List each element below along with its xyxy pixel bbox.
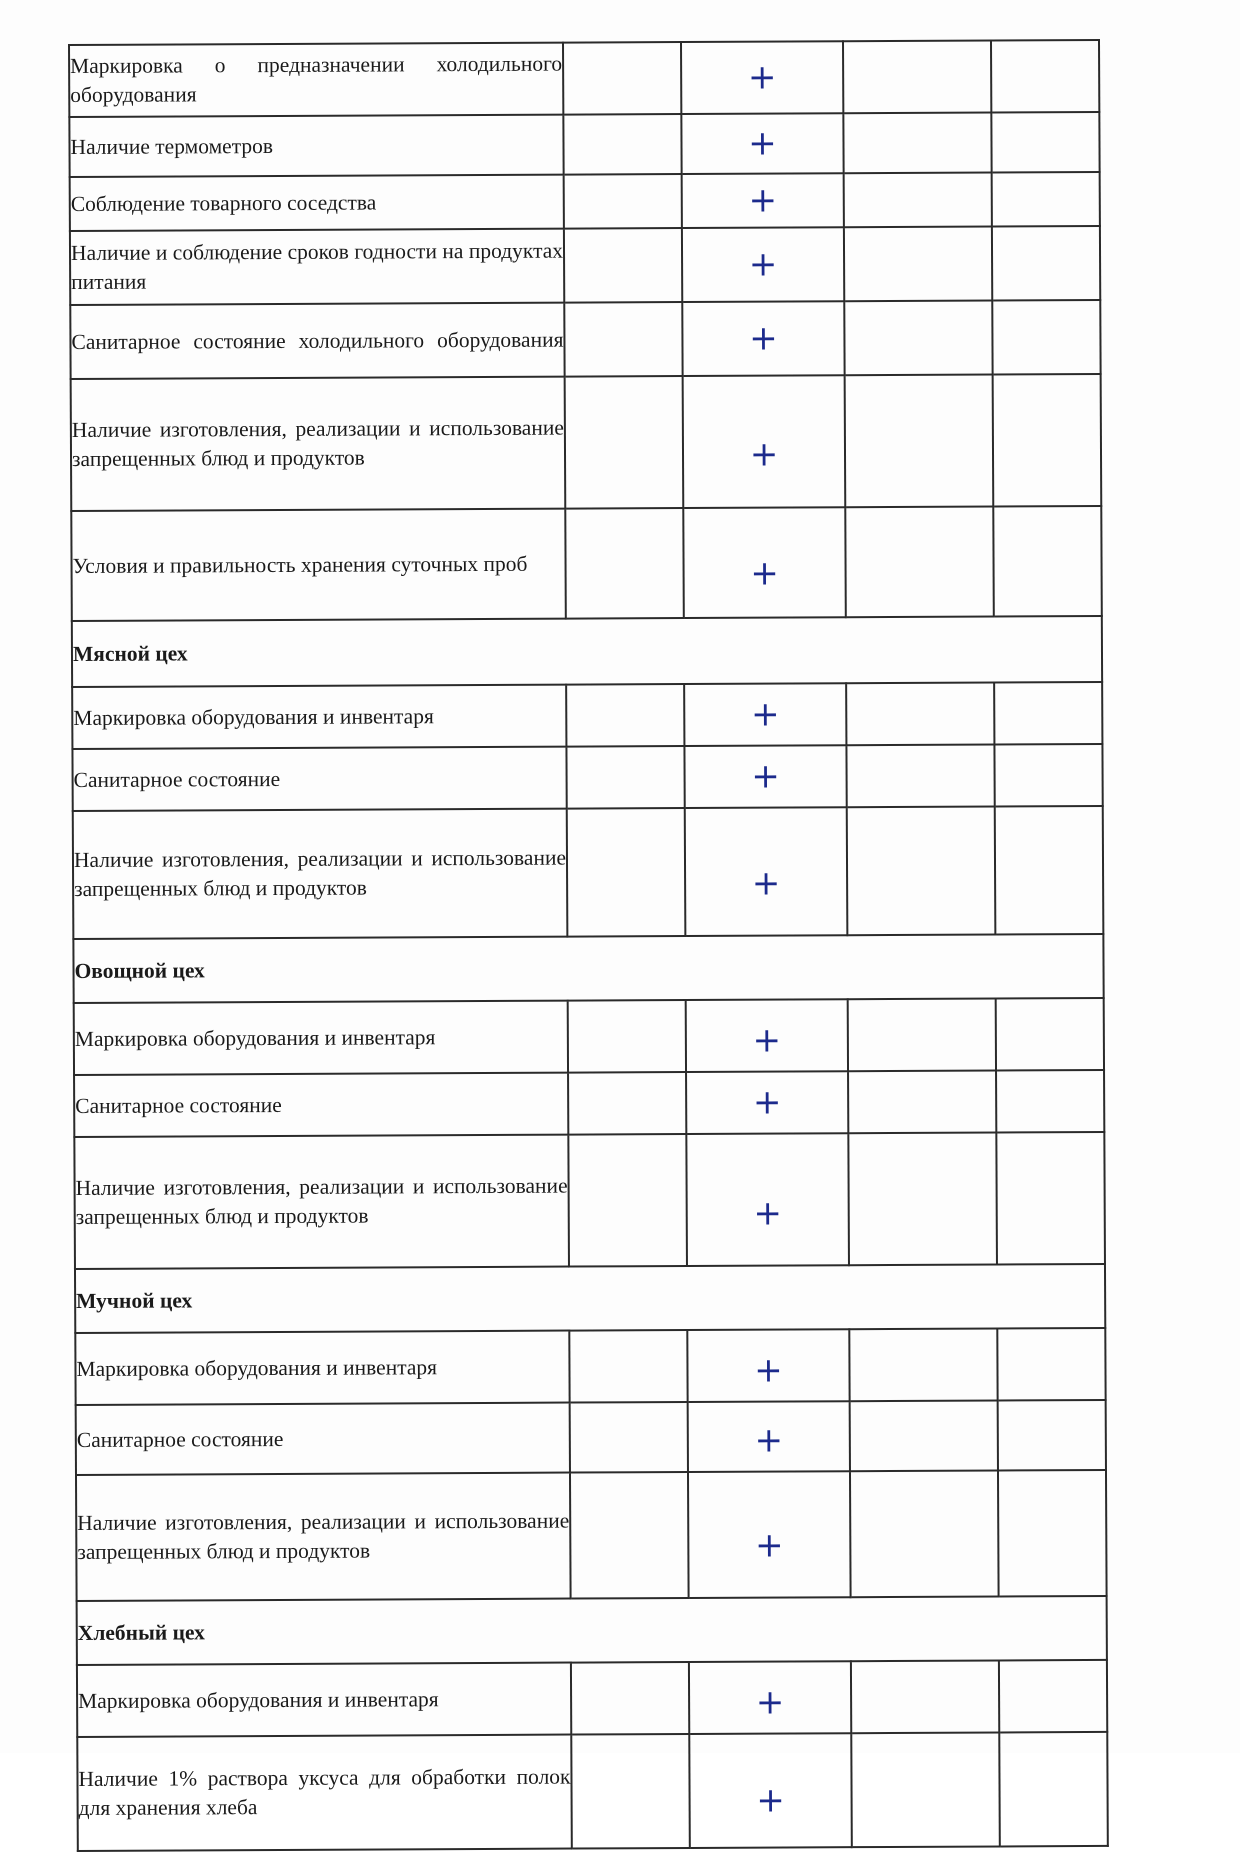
criterion-text: Наличие и соблюдение сроков годности на продуктах питания — [70, 229, 564, 305]
empty-cell — [996, 1132, 1105, 1265]
empty-cell — [566, 746, 684, 809]
empty-cell — [568, 1134, 687, 1267]
criterion-text: Маркировка оборудования и инвентаря — [75, 1331, 569, 1405]
check-cell — [684, 745, 846, 808]
table-row — [71, 374, 1102, 511]
empty-cell — [563, 42, 681, 115]
handwritten-plus-mark: + — [751, 756, 780, 797]
empty-cell — [992, 172, 1100, 227]
table-row — [73, 806, 1104, 939]
empty-cell — [995, 806, 1104, 935]
table-row — [75, 1328, 1105, 1405]
check-cell — [681, 113, 843, 174]
empty-cell — [846, 744, 994, 807]
check-cell — [686, 1133, 849, 1266]
empty-cell — [844, 226, 992, 301]
empty-cell — [569, 1330, 687, 1403]
handwritten-plus-mark: + — [749, 434, 779, 475]
criterion-text: Условия и правильность хранения суточных проб — [71, 509, 566, 621]
empty-cell — [846, 682, 994, 745]
empty-cell — [996, 998, 1104, 1071]
empty-cell — [993, 374, 1102, 507]
handwritten-plus-mark: + — [754, 1350, 783, 1391]
check-cell — [681, 41, 843, 114]
section-heading: Мучной цех — [75, 1264, 1105, 1333]
criterion-text: Маркировка оборудования и инвентаря — [74, 1001, 568, 1075]
empty-cell — [570, 1472, 689, 1599]
handwritten-plus-mark: + — [754, 1420, 784, 1461]
empty-cell — [848, 998, 996, 1071]
empty-cell — [570, 1402, 688, 1473]
check-cell — [685, 807, 848, 936]
table-row — [74, 998, 1104, 1075]
empty-cell — [564, 302, 682, 377]
criterion-text: Наличие изготовления, реализации и использование запрещенных блюд и продуктов — [73, 809, 568, 939]
table-row — [76, 1470, 1107, 1601]
table-row — [70, 172, 1100, 231]
handwritten-plus-mark: + — [750, 553, 779, 594]
section-heading: Мясной цех — [72, 616, 1102, 687]
empty-cell — [999, 1660, 1107, 1733]
section-heading: Хлебный цех — [77, 1596, 1107, 1665]
empty-cell — [848, 1132, 997, 1265]
section-row — [75, 1264, 1105, 1333]
criterion-text: Наличие 1% раствора уксуса для обработки полок для хранения хлеба — [77, 1735, 572, 1851]
section-row — [73, 934, 1103, 1003]
table-row — [71, 506, 1102, 621]
criterion-text: Наличие изготовления, реализации и использование запрещенных блюд и продуктов — [76, 1473, 571, 1601]
criterion-text: Санитарное состояние — [76, 1403, 570, 1475]
empty-cell — [568, 1000, 686, 1073]
empty-cell — [845, 506, 994, 617]
check-cell — [683, 507, 846, 618]
empty-cell — [991, 112, 1099, 173]
handwritten-plus-mark: + — [752, 1082, 782, 1123]
handwritten-plus-mark: + — [755, 1682, 785, 1723]
criterion-text: Санитарное состояние холодильного оборудования — [70, 303, 564, 379]
check-cell — [682, 301, 844, 376]
handwritten-plus-mark: + — [749, 318, 778, 359]
table-row — [70, 300, 1100, 379]
criterion-text: Наличие термометров — [69, 115, 563, 177]
empty-cell — [850, 1470, 999, 1597]
table-row — [77, 1732, 1108, 1851]
empty-cell — [850, 1400, 998, 1471]
empty-cell — [563, 114, 681, 175]
criterion-text: Санитарное состояние — [74, 1073, 568, 1137]
empty-cell — [851, 1660, 999, 1733]
check-cell — [686, 1071, 848, 1134]
handwritten-plus-mark: + — [752, 1020, 782, 1061]
check-cell — [683, 375, 846, 508]
handwritten-plus-mark: + — [748, 123, 777, 164]
criterion-text: Маркировка о предназначении холодильного оборудования — [69, 43, 563, 117]
empty-cell — [571, 1662, 689, 1735]
handwritten-plus-mark: + — [747, 57, 777, 98]
handwritten-plus-mark: + — [756, 1780, 785, 1821]
empty-cell — [997, 1328, 1105, 1401]
empty-cell — [571, 1734, 690, 1849]
criterion-text: Маркировка оборудования и инвентаря — [77, 1663, 571, 1737]
section-row — [77, 1596, 1107, 1665]
empty-cell — [844, 300, 992, 375]
empty-cell — [998, 1400, 1106, 1471]
empty-cell — [845, 374, 994, 507]
table-row — [74, 1070, 1104, 1137]
table-row — [69, 40, 1099, 117]
empty-cell — [843, 40, 991, 113]
criterion-text: Наличие изготовления, реализации и использование запрещенных блюд и продуктов — [71, 377, 566, 511]
table-row — [72, 744, 1102, 811]
empty-cell — [566, 684, 684, 747]
empty-cell — [847, 806, 996, 935]
table-row — [70, 226, 1100, 305]
empty-cell — [567, 808, 686, 937]
check-cell — [682, 227, 844, 302]
table-row — [72, 682, 1102, 749]
criterion-text: Маркировка оборудования и инвентаря — [72, 685, 566, 749]
empty-cell — [991, 40, 1099, 113]
check-cell — [689, 1661, 851, 1734]
empty-cell — [999, 1732, 1108, 1847]
empty-cell — [565, 508, 684, 619]
table-row — [77, 1660, 1107, 1737]
empty-cell — [996, 1070, 1104, 1133]
handwritten-plus-mark: + — [748, 180, 778, 221]
empty-cell — [844, 172, 992, 227]
check-cell — [682, 173, 844, 228]
table-row — [69, 112, 1099, 177]
check-cell — [689, 1733, 852, 1848]
empty-cell — [848, 1070, 996, 1133]
empty-cell — [998, 1470, 1107, 1597]
table-row — [74, 1132, 1105, 1269]
empty-cell — [564, 174, 682, 229]
section-heading: Овощной цех — [73, 934, 1103, 1003]
handwritten-plus-mark: + — [754, 1525, 784, 1566]
check-cell — [684, 683, 846, 746]
empty-cell — [994, 744, 1102, 807]
handwritten-plus-mark: + — [753, 1193, 783, 1234]
check-cell — [688, 1471, 851, 1598]
check-cell — [687, 1329, 849, 1402]
check-cell — [688, 1401, 850, 1472]
empty-cell — [565, 376, 684, 509]
section-row — [72, 616, 1102, 687]
inspection-checklist-table — [68, 39, 1109, 1852]
handwritten-plus-mark: + — [750, 694, 780, 735]
handwritten-plus-mark: + — [748, 244, 778, 285]
empty-cell — [843, 112, 991, 173]
criterion-text: Наличие изготовления, реализации и использование запрещенных блюд и продуктов — [74, 1135, 569, 1269]
empty-cell — [564, 228, 682, 303]
empty-cell — [851, 1732, 1000, 1847]
empty-cell — [849, 1328, 997, 1401]
empty-cell — [992, 226, 1100, 301]
empty-cell — [992, 300, 1100, 375]
handwritten-plus-mark: + — [751, 863, 781, 904]
empty-cell — [993, 506, 1102, 617]
criterion-text: Санитарное состояние — [72, 747, 566, 811]
empty-cell — [994, 682, 1102, 745]
check-cell — [686, 999, 848, 1072]
criterion-text: Соблюдение товарного соседства — [70, 175, 564, 231]
empty-cell — [568, 1072, 686, 1135]
table-row — [76, 1400, 1106, 1475]
